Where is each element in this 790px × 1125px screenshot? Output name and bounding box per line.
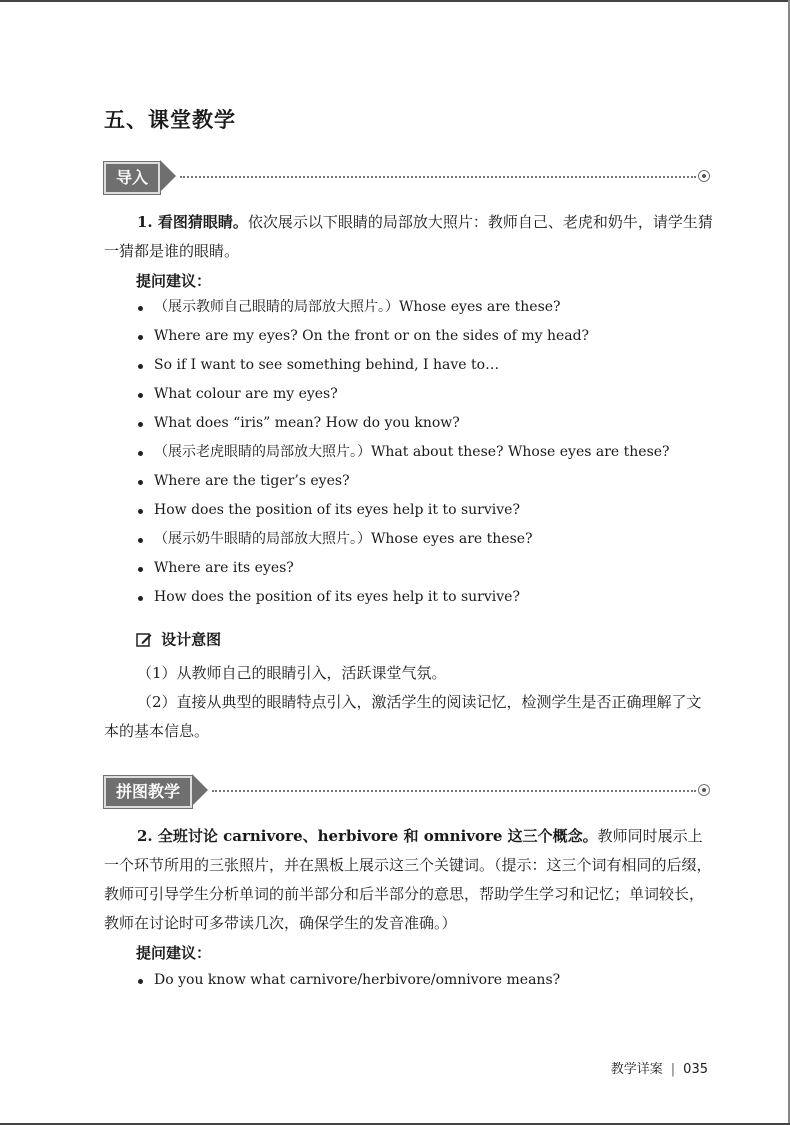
- list-item: What colour are my eyes?: [136, 380, 716, 409]
- dotted-divider: [212, 790, 696, 792]
- question-label-2: 提问建议：: [136, 944, 212, 962]
- page-border-top: [0, 0, 790, 2]
- section-header-intro: [104, 162, 714, 190]
- section-tag-jigsaw: 拼图教学: [104, 776, 192, 808]
- list-item: What does “iris” mean? How do you know?: [136, 409, 716, 438]
- section-header-jigsaw: [104, 776, 714, 804]
- list-item: （展示奶牛眼睛的局部放大照片。）Whose eyes are these?: [136, 525, 716, 554]
- section1-paragraph: [104, 208, 714, 266]
- tag-arrow-icon: [160, 160, 176, 192]
- footer-separator: |: [670, 1062, 676, 1077]
- design-point-2: （2）直接从典型的眼睛特点引入，激活学生的阅读记忆，检测学生是否正确理解了文本的基本信息。: [104, 693, 702, 740]
- section2-text: 教师同时展示上一个环节所用的三张照片，并在黑板上展示这三个关键词。（提示：这三个词有相同的后缀，教师可引导学生分析单词的前半部分和后半部分的意思，帮助学生学习和记忆；单词较长，教师在讨论时可多带读几次，确保学生的发音准确。）: [104, 827, 712, 932]
- list-item: Where are the tiger’s eyes?: [136, 467, 716, 496]
- question-label-1: 提问建议：: [136, 272, 212, 290]
- page-title: 五、课堂教学: [104, 108, 236, 132]
- section1-heading: 1. 看图猜眼睛。: [137, 213, 248, 231]
- list-item: How does the position of its eyes help it to survive?: [136, 496, 716, 525]
- divider-end-icon: [698, 170, 710, 182]
- design-point-1: （1）从教师自己的眼睛引入，活跃课堂气氛。: [137, 664, 447, 682]
- page-footer: [611, 1058, 708, 1077]
- list-item: Do you know what carnivore/herbivore/omnivore means?: [136, 966, 716, 995]
- list-item: Where are my eyes? On the front or on the sides of my head?: [136, 322, 716, 351]
- section2-heading: 2. 全班讨论 carnivore、herbivore 和 omnivore 这三个概念。: [137, 827, 598, 845]
- dotted-divider: [180, 176, 696, 178]
- list-item: （展示教师自己眼睛的局部放大照片。）Whose eyes are these?: [136, 293, 716, 322]
- section2-paragraph: [104, 822, 714, 938]
- section1-text: 依次展示以下眼睛的局部放大照片：教师自己、老虎和奶牛，请学生猜一猜都是谁的眼睛。: [104, 213, 713, 260]
- question-list-2: [136, 966, 716, 995]
- list-item: Where are its eyes?: [136, 554, 716, 583]
- footer-section-name: 教学详案: [610, 1062, 663, 1077]
- design-intent-title: 设计意图: [161, 630, 222, 649]
- list-item: How does the position of its eyes help it to survive?: [136, 583, 716, 612]
- divider-end-icon: [698, 784, 710, 796]
- design-intent-header: [136, 627, 221, 651]
- question-list-1: [136, 293, 716, 612]
- page-number: 035: [683, 1062, 708, 1077]
- section-tag-intro: 导入: [104, 162, 160, 194]
- tag-arrow-icon: [192, 774, 208, 806]
- list-item: So if I want to see something behind, I have to…: [136, 351, 716, 380]
- edit-icon: [136, 632, 152, 648]
- list-item: （展示老虎眼睛的局部放大照片。）What about these? Whose eyes are these?: [136, 438, 716, 467]
